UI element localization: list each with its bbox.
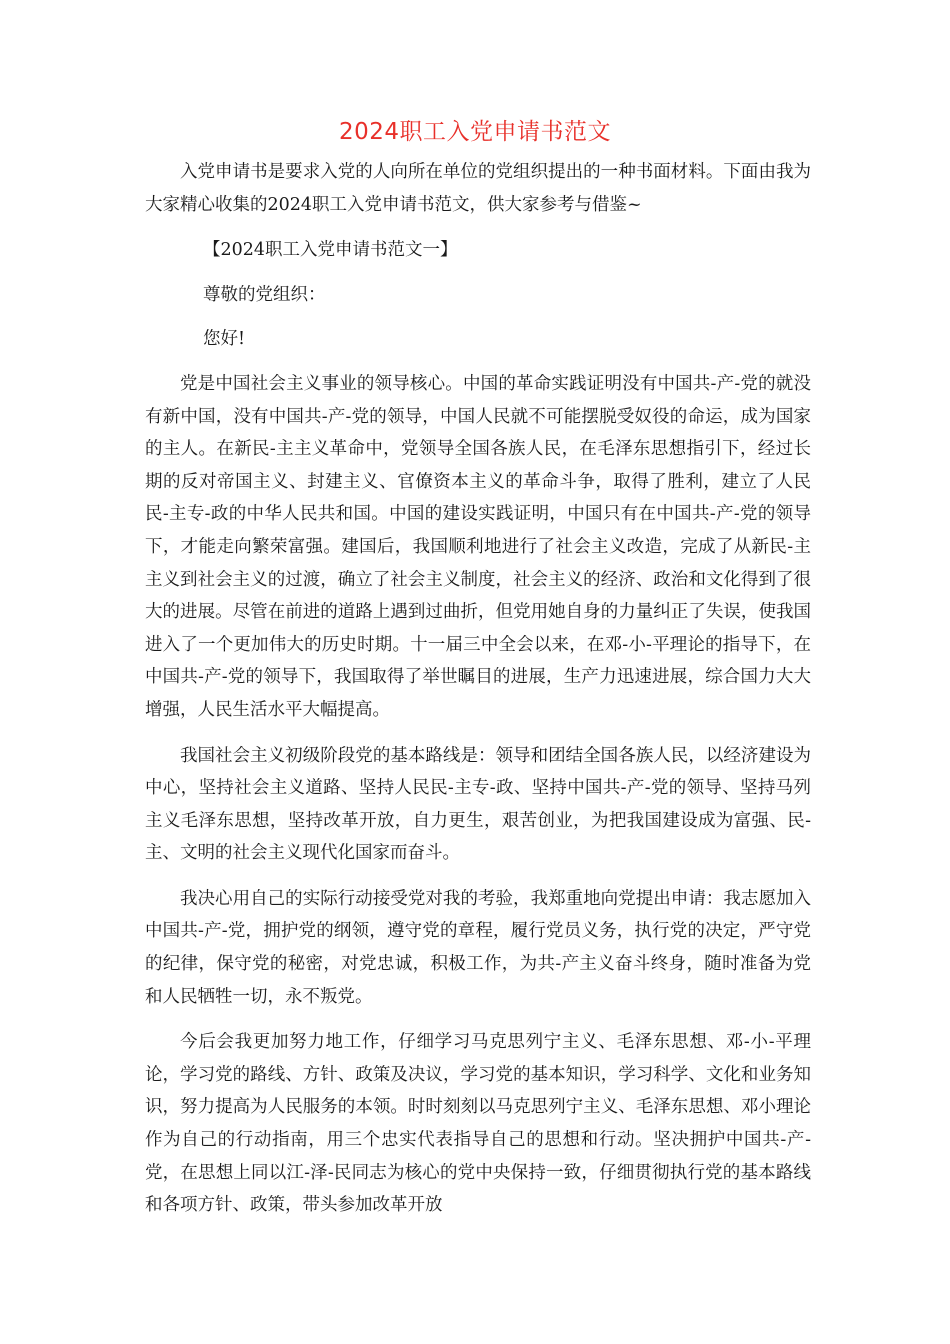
- section-heading: 【2024职工入党申请书范文一】: [203, 240, 458, 261]
- greeting: 您好!: [203, 329, 246, 350]
- document-body: [145, 156, 811, 1222]
- salutation: 尊敬的党组织：: [203, 284, 326, 305]
- body-paragraph-1: 党是中国社会主义事业的领导核心。中国的革命实践证明没有中国共-产-党的就没有新中国，没有中国共-产-党的领导，中国人民就不可能摆脱受奴役的命运，成为国家的主人。在新民-主主义革命中，党领导全国各族人民，在毛泽东思想指引下，经过长期的反对帝国主义、封建主义、官僚资本主义的革命斗争，取得了胜利，建立了人民民-主专-政的中华人民共和国。中国的建设实践证明，中国只有在中国共-产-党的领导下，才能走向繁荣富强。建国后，我国顺利地进行了社会主义改造，完成了从新民-主主义到社会主义的过渡，确立了社会主义制度，社会主义的经济、政治和文化得到了很大的进展。尽管在前进的道路上遇到过曲折，但党用她自身的力量纠正了失误，使我国进入了一个更加伟大的历史时期。十一届三中全会以来，在邓-小-平理论的指导下，在中国共-产-党的领导下，我国取得了举世瞩目的进展，生产力迅速进展，综合国力大大增强，人民生活水平大幅提高。: [145, 373, 811, 720]
- intro-paragraph: 入党申请书是要求入党的人向所在单位的党组织提出的一种书面材料。下面由我为大家精心收集的2024职工入党申请书范文，供大家参考与借鉴~: [145, 162, 811, 215]
- document-title: 2024职工入党申请书范文: [338, 119, 612, 145]
- body-paragraph-2: 我国社会主义初级阶段党的基本路线是：领导和团结全国各族人民，以经济建设为中心，坚持社会主义道路、坚持人民民-主专-政、坚持中国共-产-党的领导、坚持马列主义毛泽东思想，坚持改革开放，自力更生，艰苦创业，为把我国建设成为富强、民-主、文明的社会主义现代化国家而奋斗。: [145, 745, 811, 864]
- body-paragraph-4: 今后会我更加努力地工作，仔细学习马克思列宁主义、毛泽东思想、邓-小-平理论，学习党的路线、方针、政策及决议，学习党的基本知识，学习科学、文化和业务知识，努力提高为人民服务的本领。时时刻刻以马克思列宁主义、毛泽东思想、邓小理论作为自己的行动指南，用三个忠实代表指导自己的思想和行动。坚决拥护中国共-产-党，在思想上同以江-泽-民同志为核心的党中央保持一致，仔细贯彻执行党的基本路线和各项方针、政策，带头参加改革开放: [145, 1032, 811, 1216]
- body-paragraph-3: 我决心用自己的实际行动接受党对我的考验，我郑重地向党提出申请：我志愿加入中国共-产-党，拥护党的纲领，遵守党的章程，履行党员义务，执行党的决定，严守党的纪律，保守党的秘密，对党忠诚，积极工作，为共-产主义奋斗终身，随时准备为党和人民牺牲一切，永不叛党。: [145, 888, 811, 1007]
